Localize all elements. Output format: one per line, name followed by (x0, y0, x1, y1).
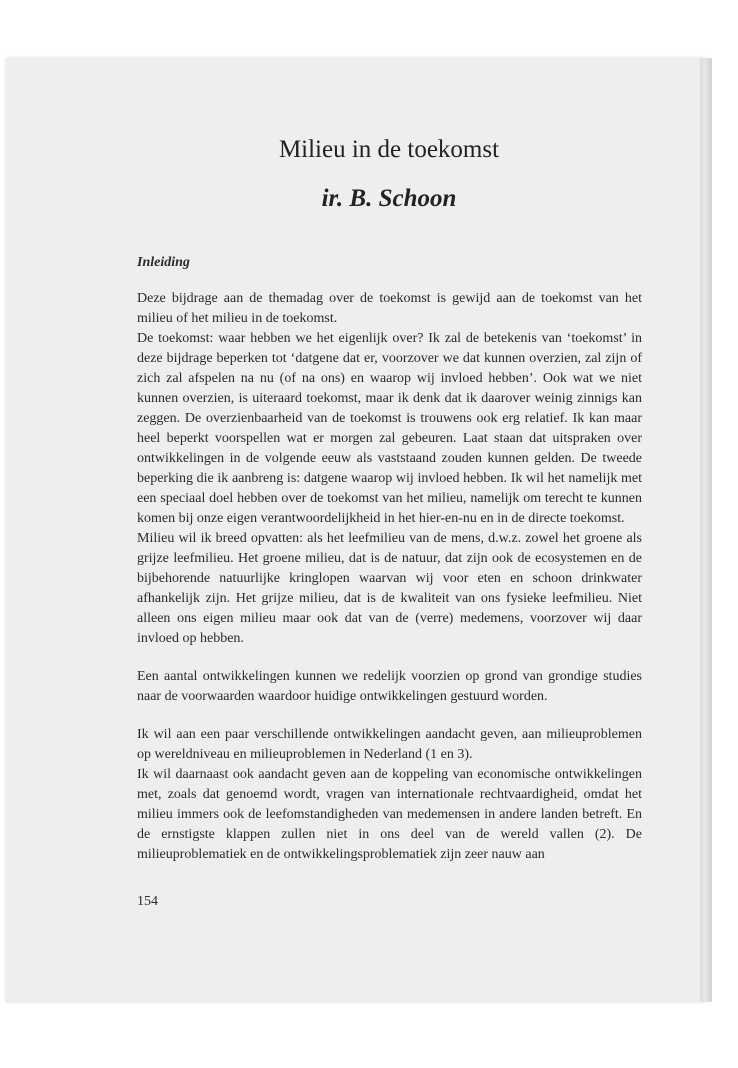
paragraph-3: Milieu wil ik breed opvatten: als het leefmilieu van de mens, d.w.z. zowel het groene als grijze leefmilieu. Het groene milieu, dat is de natuur, dat zijn ook de ecosystemen en de bijbehorende natuurlijke kringlopen waarvan wij voor eten en schoon drinkwater afhankelijk zijn. Het grijze milieu, dat is de kwaliteit van ons fysieke leefmilieu. Niet alleen ons eigen milieu maar ook dat van de (verre) medemens, voorzover wij daar invloed op hebben. (137, 531, 642, 646)
page-number: 154 (137, 894, 158, 909)
section-heading: Inleiding (137, 255, 190, 270)
body-text (137, 289, 642, 865)
paragraph-1: Deze bijdrage aan de themadag over de toekomst is gewijd aan de toekomst van het milieu of het milieu in de toekomst. (137, 291, 642, 326)
article-author: ir. B. Schoon (321, 185, 457, 212)
paragraph-2: De toekomst: waar hebben we het eigenlijk over? Ik zal de betekenis van ‘toekomst’ in deze bijdrage beperken tot ‘datgene dat er, voorzover we dat kunnen overzien, zal zijn of zich zal afspelen na nu (of na ons) en waarop wij invloed hebben’. Ook wat we niet kunnen overzien, is uiteraard toekomst, maar ik denk dat ik daarover weinig zinnigs kan zeggen. De overzienbaarheid van de toekomst is trouwens ook erg relatief. Ik kan maar heel beperkt voorspellen wat er morgen zal gebeuren. Laat staan dat uitspraken over ontwikkelingen in de volgende eeuw als vaststaand zouden kunnen gelden. De tweede beperking die ik aanbreng is: datgene waarop wij invloed hebben. Ik wil het namelijk met een speciaal doel hebben over de toekomst van het milieu, namelijk om terecht te kunnen komen bij onze eigen verantwoordelijkheid in het hier-en-nu en in de directe toekomst. (137, 331, 642, 526)
paragraph-5: Ik wil aan een paar verschillende ontwikkelingen aandacht geven, aan milieuproblemen op wereldniveau en milieuproblemen in Nederland (1 en 3). (137, 727, 642, 762)
paragraph-6: Ik wil daarnaast ook aandacht geven aan de koppeling van economische ontwikkelingen met, zoals dat genoemd wordt, vragen van internationale rechtvaardigheid, omdat het milieu immers ook de leefomstandigheden van medemensen in andere landen betreft. En de ernstigste klappen zullen niet in ons deel van de wereld vallen (2). De milieuproblematiek en de ontwikkelingsproblematiek zijn zeer nauw aan (137, 767, 642, 862)
article-title: Milieu in de toekomst (278, 136, 500, 163)
paragraph-4: Een aantal ontwikkelingen kunnen we redelijk voorzien op grond van grondige studies naar de voorwaarden waardoor huidige ontwikkelingen gestuurd worden. (137, 669, 642, 704)
